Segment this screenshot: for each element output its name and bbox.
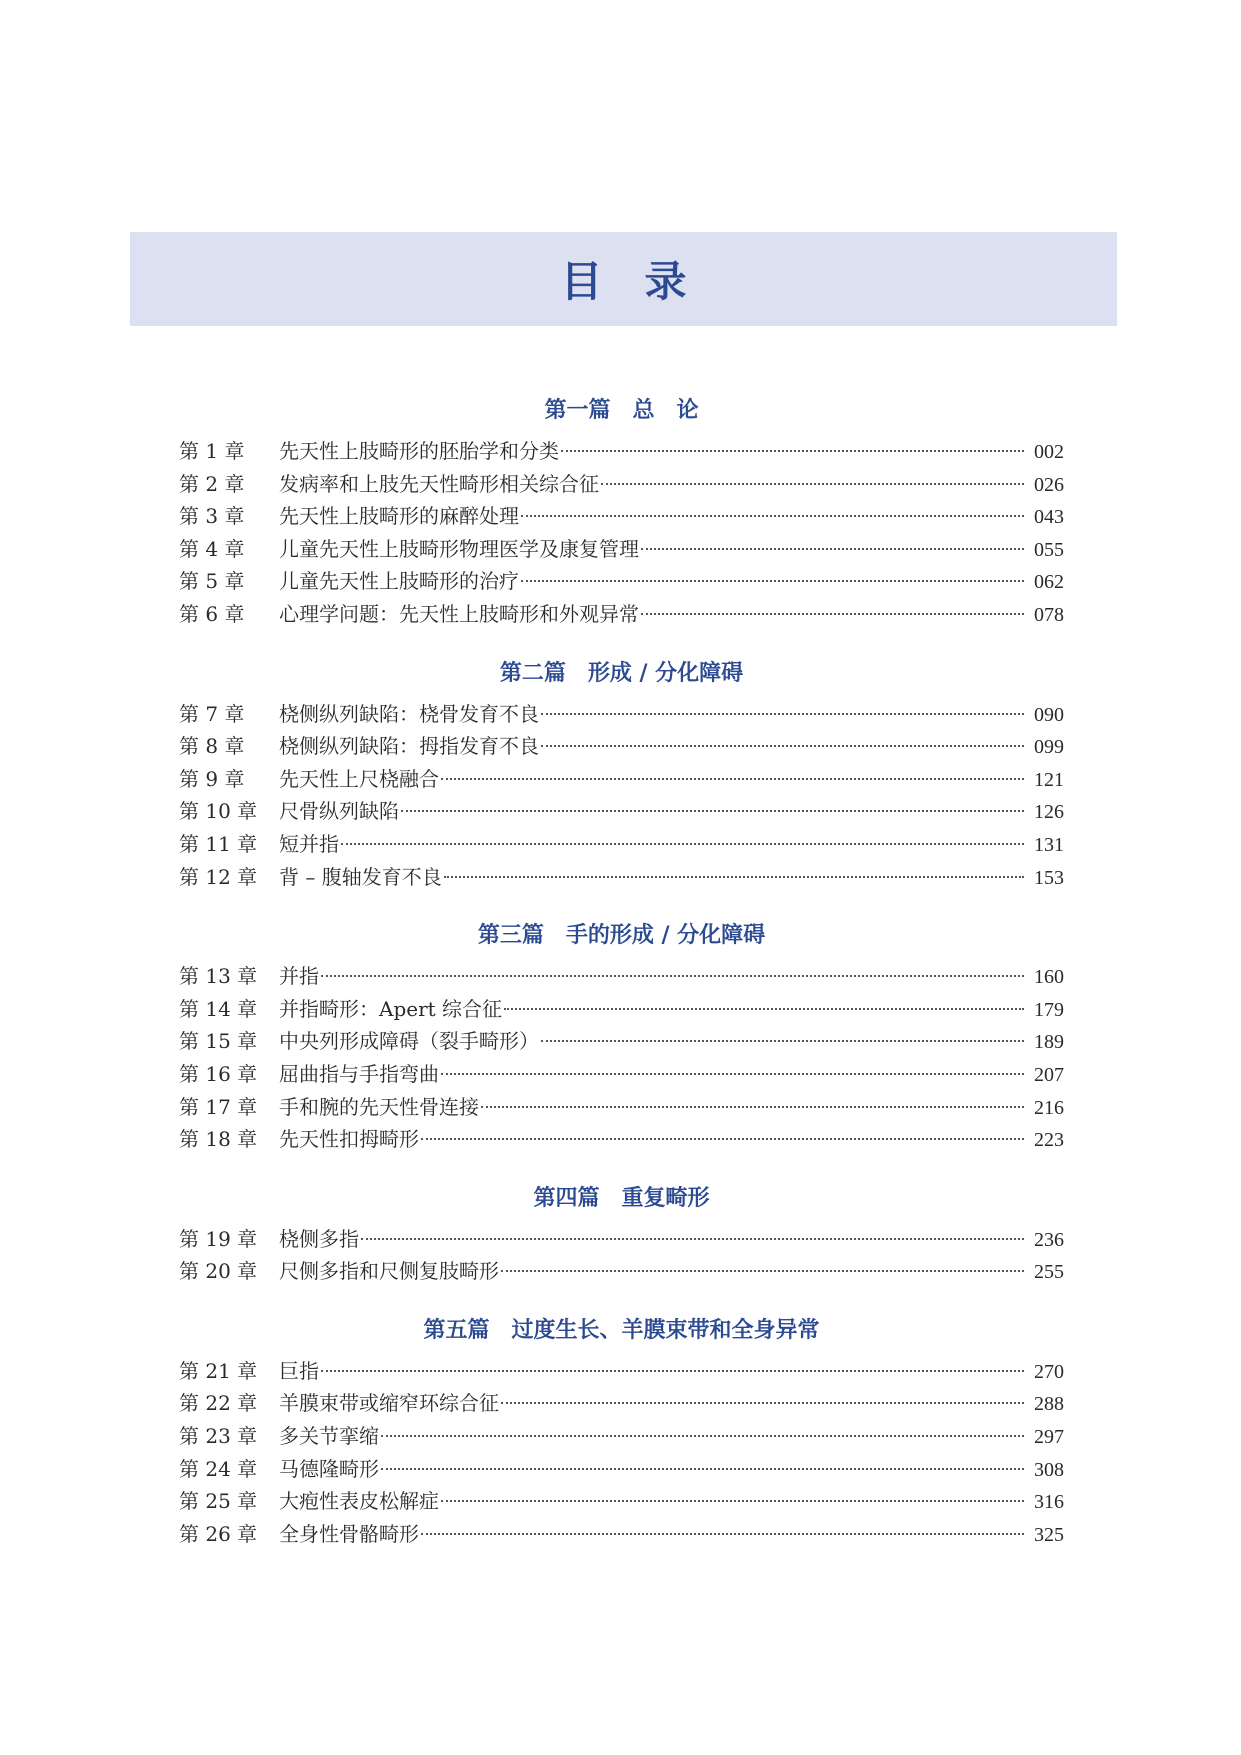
dot-leader: [441, 1073, 1024, 1075]
chapter-title: 儿童先天性上肢畸形的治疗: [279, 569, 519, 594]
chapter-title: 先天性上尺桡融合: [279, 766, 439, 791]
toc-part: [179, 915, 1064, 1156]
toc-part: [179, 653, 1064, 894]
chapter-number: 第 23 章: [179, 1424, 258, 1449]
chapter-number: 第 13 章: [179, 964, 258, 989]
page-number: 090: [1034, 703, 1064, 726]
page-number: 002: [1034, 441, 1064, 463]
chapter-number: 第 1 章: [179, 439, 245, 463]
chapter-title: 心理学问题：先天性上肢畸形和外观异常: [279, 601, 639, 626]
toc-entry[interactable]: [179, 828, 1064, 861]
chapter-number: 第 22 章: [179, 1391, 258, 1416]
toc-entry[interactable]: [179, 730, 1064, 763]
toc-part: [179, 1178, 1064, 1288]
page-number: 216: [1034, 1096, 1064, 1119]
toc-entry[interactable]: [179, 1485, 1064, 1518]
dot-leader: [401, 810, 1024, 812]
chapter-title: 儿童先天性上肢畸形物理医学及康复管理: [279, 536, 639, 561]
page-number: 207: [1034, 1063, 1064, 1086]
toc-entry[interactable]: [179, 468, 1064, 501]
toc-entry[interactable]: [179, 861, 1064, 894]
page-number: 026: [1034, 473, 1064, 496]
chapter-title: 并指: [279, 964, 319, 989]
chapter-number: 第 5 章: [179, 569, 245, 594]
dot-leader: [641, 548, 1024, 550]
toc-entry[interactable]: [179, 1453, 1064, 1486]
chapter-title: 马德隆畸形: [279, 1456, 379, 1481]
dot-leader: [521, 580, 1024, 582]
dot-leader: [441, 778, 1024, 780]
chapter-number: 第 18 章: [179, 1127, 258, 1152]
toc-entry[interactable]: [179, 698, 1064, 731]
page-number: 126: [1034, 801, 1064, 824]
dot-leader: [561, 450, 1024, 452]
chapter-title: 短并指: [279, 831, 339, 856]
chapter-title: 背 – 腹轴发育不良: [279, 864, 442, 889]
dot-leader: [601, 483, 1024, 485]
toc-entry[interactable]: [179, 763, 1064, 796]
page-number: 255: [1034, 1261, 1064, 1284]
dot-leader: [541, 1040, 1024, 1042]
chapter-title: 尺侧多指和尺侧复肢畸形: [279, 1259, 499, 1284]
page-number: 055: [1034, 538, 1064, 561]
chapter-title: 多关节挛缩: [279, 1424, 379, 1449]
chapter-title: 先天性上肢畸形的胚胎学和分类: [279, 439, 559, 463]
chapter-number: 第 21 章: [179, 1358, 258, 1383]
chapter-number: 第 14 章: [179, 996, 258, 1021]
toc-entry[interactable]: [179, 1387, 1064, 1420]
toc-header-banner: [130, 232, 1117, 326]
toc-entry[interactable]: [179, 598, 1064, 631]
chapter-number: 第 20 章: [179, 1259, 258, 1284]
dot-leader: [541, 745, 1024, 747]
chapter-number: 第 3 章: [179, 504, 245, 529]
page-number: 179: [1034, 998, 1064, 1021]
toc-title: 目录: [560, 257, 729, 306]
dot-leader: [421, 1138, 1024, 1140]
chapter-number: 第 6 章: [179, 601, 245, 626]
page-number: 078: [1034, 603, 1064, 626]
page-number: 099: [1034, 736, 1064, 759]
dot-leader: [321, 1370, 1024, 1372]
toc-entry[interactable]: [179, 960, 1064, 993]
chapter-number: 第 15 章: [179, 1029, 258, 1054]
chapter-title: 桡侧纵列缺陷：桡骨发育不良: [279, 701, 539, 726]
page-number: 189: [1034, 1031, 1064, 1054]
chapter-number: 第 2 章: [179, 471, 245, 496]
chapter-number: 第 10 章: [179, 799, 258, 824]
toc-entry[interactable]: [179, 533, 1064, 566]
chapter-title: 羊膜束带或缩窄环综合征: [279, 1391, 499, 1416]
chapter-number: 第 11 章: [179, 831, 258, 856]
chapter-title: 并指畸形：Apert 综合征: [279, 996, 503, 1021]
toc-entry[interactable]: [179, 1058, 1064, 1091]
dot-leader: [504, 1008, 1024, 1010]
page-number: 316: [1034, 1491, 1064, 1514]
toc-entry[interactable]: [179, 565, 1064, 598]
toc-entry[interactable]: [179, 1091, 1064, 1124]
page-number: 325: [1034, 1523, 1064, 1546]
page-number: 297: [1034, 1426, 1064, 1449]
toc-entry[interactable]: [179, 1255, 1064, 1288]
chapter-title: 中央列形成障碍（裂手畸形）: [279, 1029, 539, 1054]
page-number: 308: [1034, 1458, 1064, 1481]
dot-leader: [341, 843, 1024, 845]
chapter-title: 屈曲指与手指弯曲: [279, 1061, 439, 1086]
dot-leader: [321, 975, 1024, 977]
dot-leader: [521, 515, 1024, 517]
part-title: 第一篇 总 论: [544, 397, 699, 423]
chapter-number: 第 25 章: [179, 1489, 258, 1514]
dot-leader: [361, 1238, 1024, 1240]
dot-leader: [481, 1106, 1024, 1108]
page-number: 223: [1034, 1129, 1064, 1152]
chapter-number: 第 4 章: [179, 536, 245, 561]
table-of-contents: [179, 390, 1064, 1572]
chapter-title: 发病率和上肢先天性畸形相关综合征: [279, 471, 599, 496]
page-number: 131: [1034, 833, 1064, 856]
chapter-number: 第 19 章: [179, 1226, 258, 1251]
toc-entry[interactable]: [179, 1420, 1064, 1453]
chapter-title: 尺骨纵列缺陷: [279, 799, 399, 824]
toc-entry[interactable]: [179, 1518, 1064, 1551]
page-number: 236: [1034, 1228, 1064, 1251]
chapter-number: 第 24 章: [179, 1456, 258, 1481]
page-number: 270: [1034, 1360, 1064, 1383]
part-title: 第二篇 形成 / 分化障碍: [499, 659, 744, 686]
toc-entry[interactable]: [179, 435, 1064, 468]
toc-entry[interactable]: [179, 500, 1064, 533]
chapter-title: 全身性骨骼畸形: [279, 1521, 419, 1546]
chapter-number: 第 26 章: [179, 1521, 258, 1546]
page-number: 062: [1034, 571, 1064, 594]
dot-leader: [641, 613, 1024, 615]
chapter-title: 巨指: [279, 1358, 319, 1383]
page-number: 160: [1034, 966, 1064, 989]
part-title: 第五篇 过度生长、羊膜束带和全身异常: [423, 1316, 820, 1343]
part-title: 第四篇 重复畸形: [533, 1184, 710, 1211]
toc-entry[interactable]: [179, 1223, 1064, 1256]
dot-leader: [381, 1468, 1024, 1470]
toc-entry[interactable]: [179, 1025, 1064, 1058]
toc-entry[interactable]: [179, 1355, 1064, 1388]
dot-leader: [501, 1402, 1024, 1404]
chapter-title: 桡侧纵列缺陷：拇指发育不良: [279, 734, 539, 759]
page-number: 121: [1034, 768, 1064, 791]
toc-part: [179, 1310, 1064, 1551]
chapter-title: 桡侧多指: [279, 1226, 359, 1251]
chapter-title: 先天性上肢畸形的麻醉处理: [279, 504, 519, 529]
part-title: 第三篇 手的形成 / 分化障碍: [477, 922, 766, 949]
chapter-number: 第 16 章: [179, 1061, 258, 1086]
dot-leader: [421, 1533, 1024, 1535]
chapter-number: 第 9 章: [179, 766, 245, 791]
chapter-number: 第 7 章: [179, 701, 245, 726]
toc-entry[interactable]: [179, 993, 1064, 1026]
page-number: 288: [1034, 1393, 1064, 1416]
dot-leader: [444, 876, 1024, 878]
chapter-title: 先天性扣拇畸形: [279, 1127, 419, 1152]
page-number: 153: [1034, 866, 1064, 889]
dot-leader: [381, 1435, 1024, 1437]
dot-leader: [501, 1270, 1024, 1272]
chapter-title: 大疱性表皮松解症: [279, 1489, 439, 1514]
page-number: 043: [1034, 506, 1064, 529]
toc-entry[interactable]: [179, 795, 1064, 828]
dot-leader: [541, 713, 1024, 715]
chapter-title: 手和腕的先天性骨连接: [279, 1094, 479, 1119]
toc-entry[interactable]: [179, 1123, 1064, 1156]
toc-part: [179, 390, 1064, 631]
dot-leader: [441, 1500, 1024, 1502]
chapter-number: 第 17 章: [179, 1094, 258, 1119]
chapter-number: 第 12 章: [179, 864, 258, 889]
chapter-number: 第 8 章: [179, 734, 245, 759]
